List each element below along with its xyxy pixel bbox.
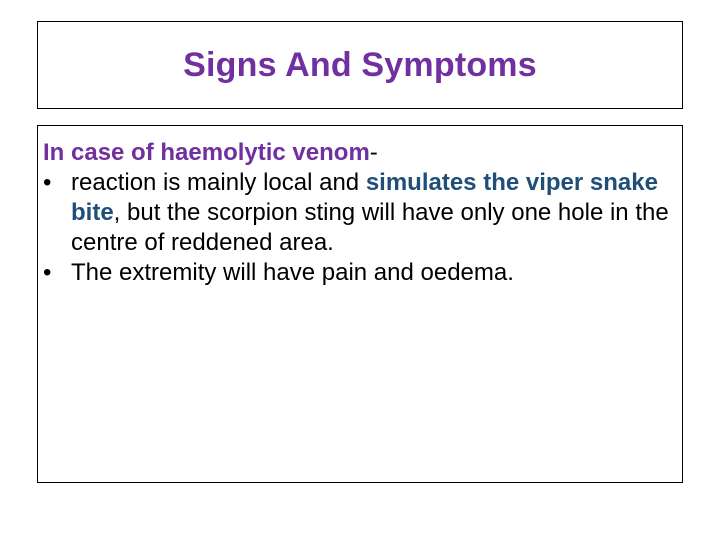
bullet-marker: • [43,259,52,286]
bullet-marker: • [43,169,52,196]
bullet-item-extremity [43,258,674,288]
content-box [37,125,683,483]
slide-title: Signs And Symptoms [183,45,537,84]
intro-suffix: - [369,139,378,166]
bullet-item-reaction [43,168,674,258]
intro-label: In case of haemolytic venom [43,139,370,166]
title-box [37,21,683,109]
bullet-text-before: reaction is mainly local and [71,169,366,196]
bullet-emphasis: simulates the viper snake bite [71,169,658,226]
bullet-list [43,168,674,288]
bullet-text-after: , but the scorpion sting will have only one hole in the centre of reddened area. [71,199,669,256]
intro-line [43,138,674,168]
bullet-text: The extremity will have pain and oedema. [71,259,514,286]
